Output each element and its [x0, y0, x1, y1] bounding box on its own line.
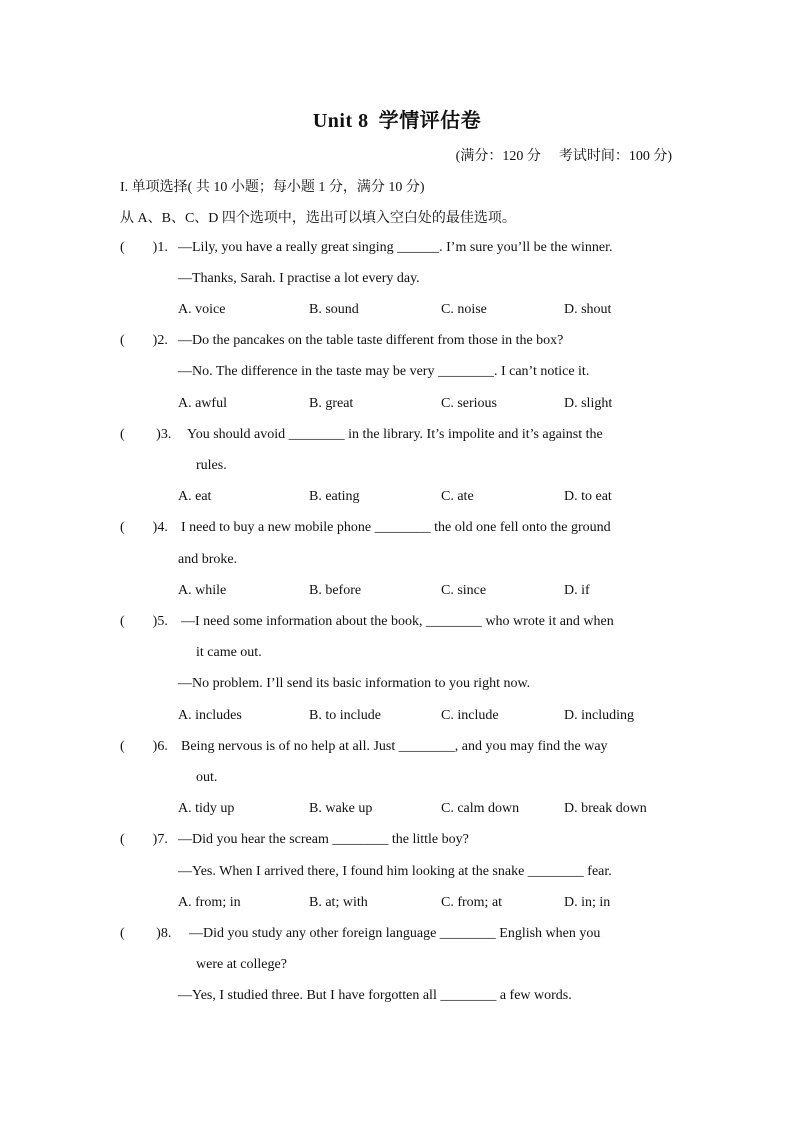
option-d: D. slight [564, 396, 613, 411]
question-line: and broke. [178, 552, 238, 567]
option-d: D. to eat [564, 489, 612, 504]
option-a: A. eat [178, 489, 212, 504]
exam-meta [456, 145, 672, 165]
option-d: D. in; in [564, 895, 611, 910]
question-line: rules. [196, 458, 227, 473]
question-line: out. [196, 770, 218, 785]
option-c: C. from; at [441, 895, 503, 910]
question-line: —Thanks, Sarah. I practise a lot every day. [178, 271, 420, 286]
question-number: ( )5. [120, 614, 168, 629]
option-a: A. awful [178, 396, 227, 411]
option-c: C. calm down [441, 801, 520, 816]
question-line: were at college? [196, 957, 287, 972]
option-b: B. eating [309, 489, 360, 504]
question-number: ( )3. [120, 427, 172, 442]
question-number: ( )4. [120, 520, 168, 535]
option-c: C. ate [441, 489, 474, 504]
full-score: (满分：120 分 [455, 149, 541, 164]
option-a: A. tidy up [178, 801, 235, 816]
question-number: ( )7. [120, 832, 168, 847]
question-line: —No problem. I’ll send its basic information to you right now. [178, 676, 531, 691]
option-a: A. voice [178, 302, 226, 317]
exam-time: 考试时间：100 分) [558, 149, 672, 164]
question-line: —Yes, I studied three. But I have forgotten all ________ a few words. [178, 988, 572, 1003]
option-b: B. at; with [309, 895, 368, 910]
option-a: A. includes [178, 708, 242, 723]
question-number: ( )1. [120, 240, 168, 255]
unit-label: Unit 8 [312, 110, 369, 132]
option-b: B. great [309, 396, 354, 411]
option-c: C. noise [441, 302, 487, 317]
option-c: C. serious [441, 396, 497, 411]
question-line: —Did you study any other foreign language ________ English when you [189, 926, 601, 941]
question-line: —No. The difference in the taste may be very ________. I can’t notice it. [178, 364, 590, 379]
option-b: B. to include [309, 708, 381, 723]
option-d: D. shout [564, 302, 612, 317]
option-b: B. before [309, 583, 362, 598]
question-number: ( )8. [120, 926, 172, 941]
option-d: D. break down [564, 801, 647, 816]
option-b: B. sound [309, 302, 359, 317]
page-title [0, 104, 794, 133]
question-line: —I need some information about the book, ________ who wrote it and when [181, 614, 614, 629]
question-line: You should avoid ________ in the library. It’s impolite and it’s against the [187, 427, 603, 442]
question-line: —Did you hear the scream ________ the little boy? [178, 832, 469, 847]
question-line: I need to buy a new mobile phone ________ the old one fell onto the ground [181, 520, 611, 535]
question-line: —Do the pancakes on the table taste different from those in the box? [178, 333, 564, 348]
section-title: I. 单项选择( 共 10 小题；每小题 1 分，满分 10 分) [120, 180, 425, 195]
option-a: A. while [178, 583, 227, 598]
title-text: 学情评估卷 [378, 110, 482, 132]
question-line: —Lily, you have a really great singing ______. I’m sure you’ll be the winner. [178, 240, 613, 255]
option-c: C. since [441, 583, 487, 598]
question-number: ( )6. [120, 739, 168, 754]
question-line: it came out. [196, 645, 262, 660]
option-a: A. from; in [178, 895, 241, 910]
question-line: Being nervous is of no help at all. Just ________, and you may find the way [181, 739, 608, 754]
option-c: C. include [441, 708, 499, 723]
section-instruction: 从 A、B、C、D 四个选项中，选出可以填入空白处的最佳选项。 [120, 211, 516, 226]
option-b: B. wake up [309, 801, 373, 816]
question-number: ( )2. [120, 333, 168, 348]
option-d: D. if [564, 583, 590, 598]
question-line: —Yes. When I arrived there, I found him looking at the snake ________ fear. [178, 864, 612, 879]
option-d: D. including [564, 708, 634, 723]
